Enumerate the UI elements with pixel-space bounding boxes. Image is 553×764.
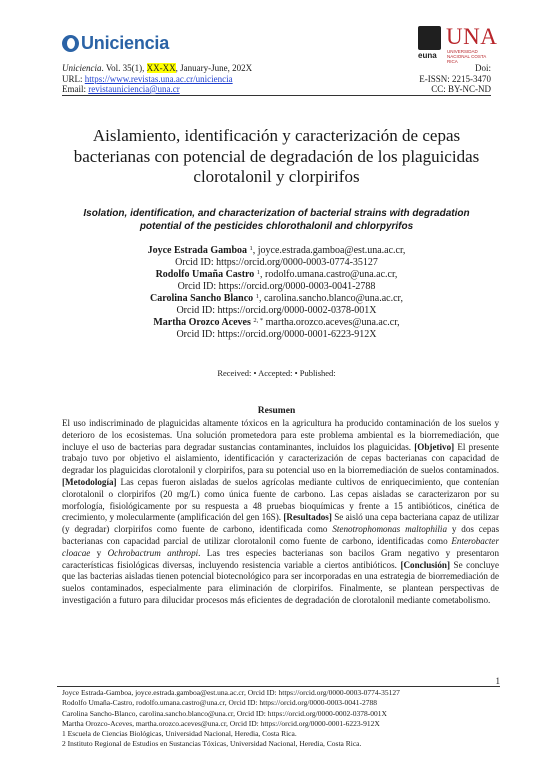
citation-journal: Uniciencia [62, 63, 102, 73]
euna-label: euna [418, 51, 437, 60]
footnote: 1 Escuela de Ciencias Biológicas, Universidad Nacional, Heredia, Costa Rica. [62, 729, 297, 739]
english-title [62, 207, 491, 233]
article-title [62, 126, 491, 188]
footnote: 2 Instituto Regional de Estudios en Sustancias Tóxicas, Universidad Nacional, Heredia, Costa Rica. [62, 739, 362, 749]
una-name: UNA [446, 24, 498, 49]
author-entry [62, 269, 491, 281]
url-label: URL: [62, 73, 85, 84]
license: CC: BY-NC-ND [431, 84, 491, 94]
abstract-heading: Resumen [257, 406, 296, 416]
uniciencia-logo-text: Uniciencia [81, 33, 170, 53]
footnote: Joyce Estrada-Gamboa, joyce.estrada.gamboa@est.una.ac.cr, Orcid ID: https://orcid.org/0000-0003-0774-35127 [62, 688, 400, 697]
species-name: Ochrobactrum anthropi [107, 547, 199, 558]
journal-email-link[interactable]: revistauniciencia@una.cr [88, 84, 180, 94]
journal-url-link[interactable]: https://www.revistas.una.ac.cr/uniciencia [84, 73, 233, 84]
author-list [62, 245, 491, 341]
abstract-resultados-tag: [Resultados] [283, 512, 332, 523]
title-line: clorotalonil y clorpirifos [193, 167, 360, 186]
citation-date: , January-June, 202X [175, 63, 253, 73]
english-title-line: potential of the pesticides chlorothalonil and chlorpyrifos [139, 221, 414, 232]
header-divider [62, 95, 491, 96]
footnotes [62, 688, 400, 750]
citation-volume: . Vol. 35(1), [101, 63, 147, 73]
author-orcid: Orcid ID: https://orcid.org/0000-0001-6223-912X [176, 329, 377, 340]
una-logo [418, 24, 498, 64]
author-entry [62, 293, 491, 305]
abstract-objetivo-tag: [Objetivo] [414, 441, 455, 452]
author-name: Carolina Sancho Blanco [150, 293, 254, 304]
abstract-resultados: . Las tres especies bacterianas son bacilos Gram negativo y presentaron características fisiológicas diversas, incluyendo resistencia variable a ciertos antibióticos. [62, 547, 499, 570]
email-label: Email: [62, 84, 89, 94]
author-email: , carolina.sancho.blanco@una.ac.cr, [258, 293, 403, 304]
abstract-resultados: Se aisló una cepa bacteriana capaz de utilizar (y degradar) clorpirifos como fuente de carbono, identificada como [62, 512, 499, 535]
page-number: 1 [495, 676, 500, 686]
euna-emblem-icon [418, 26, 441, 50]
abstract-metodologia-tag: [Metodología] [62, 476, 117, 487]
footnote-divider [57, 686, 500, 687]
journal-ids [419, 63, 491, 95]
author-affiliation-mark: 1 [255, 293, 259, 300]
author-affiliation-mark: 2, * [253, 317, 264, 324]
footnote: Martha Orozco-Aceves, martha.orozco.aceves@una.cr, Orcid ID: https://orcid.org/0000-0001-6223-912X [62, 718, 380, 728]
uniciencia-logo-icon [62, 35, 79, 52]
abstract-intro: El uso indiscriminado de plaguicidas altamente tóxicos en la agricultura ha producido contaminación de los suelos y deterioro de los ecosistemas. Una solución prometedora para este problema ambiental es la biorremediación, que incluye el uso de bacterias para degradar sustancias contaminantes, incluidos los plaguicidas. [62, 418, 499, 452]
author-affiliation-mark: 1 [249, 245, 253, 252]
author-affiliation-mark: 1 [256, 269, 261, 276]
citation-pages: XX-XX [146, 63, 176, 73]
english-title-line: Isolation, identification, and characterization of bacterial strains with degradation [83, 208, 470, 219]
abstract-paragraph [62, 418, 499, 607]
species-name: Enterobacter cloacae [62, 535, 499, 558]
url-line [62, 74, 252, 85]
author-email: , joyce.estrada.gamboa@est.una.ac.cr, [252, 245, 406, 256]
doi: Doi: [474, 63, 491, 73]
author-name: Rodolfo Umaña Castro [155, 269, 255, 280]
citation-line [62, 63, 252, 74]
publication-dates: Received: • Accepted: • Published: [217, 368, 336, 378]
author-orcid: Orcid ID: https://orcid.org/0000-0002-0378-001X [176, 305, 377, 316]
author-entry [62, 245, 491, 257]
abstract-conclusion: Se concluye que las bacterias aisladas tienen potencial biotecnológico para ser incorporadas en una estrategia de biorremediación de suelos contaminados, especialmente para eliminación de clorpirifos. Finalmente, se plantean perspectivas de investigación a futuro para dilucidar procesos más eficientes de degradación de clorotalonil mediante cometabolismo. [62, 559, 499, 605]
abstract-objetivo: El presente trabajo tuvo por objetivo el aislamiento, identificación y caracterización de cepas bacterianas con capacidad de degradar los plaguicidas clorotalonil y clorpirifos, para su potencial uso en la biorremediación de suelos contaminados. [62, 441, 499, 476]
abstract-conclusion-tag: [Conclusión] [400, 559, 450, 570]
species-name: Stenotrophomonas maltophilia [332, 524, 447, 535]
abstract-body [62, 418, 499, 607]
author-entry [62, 317, 491, 329]
author-name: Martha Orozco Aceves [153, 317, 251, 328]
eissn: E-ISSN: 2215-3470 [419, 73, 491, 84]
abstract-resultados: y [90, 547, 108, 558]
abstract-metodologia: Las cepas fueron aisladas de suelos agrícolas mediante cultivos de enriquecimiento, que contenían clorotalonil o clorpirifos (20 mg/L) como única fuente de carbono. Las cepas aisladas se caracterizaron por su morfología, fisiológicamente por su respuesta a 48 pruebas bioquímicas y frente a 15 antibióticos, cinética de crecimiento, y molecularmente (amplificación del gen 16S). [62, 476, 499, 523]
footnote: Carolina Sancho-Blanco, carolina.sancho.blanco@una.cr, Orcid ID: https://orcid.org/0000-0002-0378-001X [62, 708, 387, 718]
author-orcid: Orcid ID: https://orcid.org/0000-0003-0774-35127 [175, 257, 378, 268]
footnote: Rodolfo Umaña-Castro, rodolfo.umana.castro@una.cr, Orcid ID: https://orcid.org/0000-0003-0041-2788 [62, 698, 377, 708]
journal-meta [62, 63, 252, 95]
author-name: Joyce Estrada Gamboa [147, 245, 248, 256]
abstract-resultados: y dos cepas bacterianas con capacidad parcial de utilizar clorotalonil como fuente de carbono, identificadas como [62, 524, 499, 546]
author-orcid: Orcid ID: https://orcid.org/0000-0003-0041-2788 [177, 281, 376, 292]
title-line: Aislamiento, identificación y caracterización de cepas [92, 126, 461, 145]
title-line: bacterianas con potencial de degradación de los plaguicidas [73, 146, 480, 166]
una-subtitle: UNIVERSIDAD NACIONAL COSTA RICA [447, 49, 487, 64]
email-line [62, 84, 252, 95]
author-email: martha.orozco.aceves@una.ac.cr, [263, 317, 400, 328]
uniciencia-logo [62, 33, 169, 54]
author-email: , rodolfo.umana.castro@una.ac.cr, [260, 269, 398, 280]
